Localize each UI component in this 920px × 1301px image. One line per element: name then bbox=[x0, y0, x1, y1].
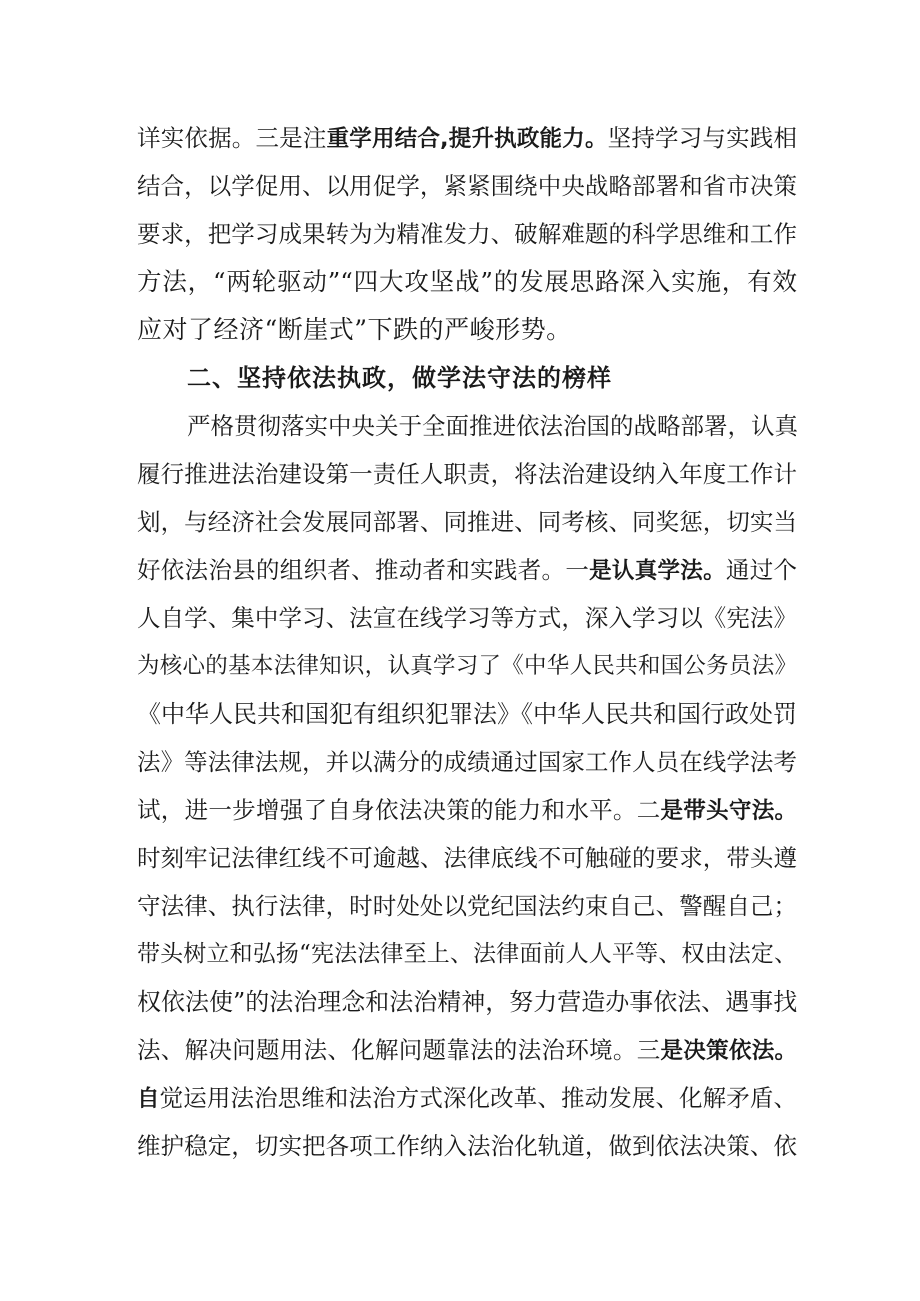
paragraph-line bbox=[137, 498, 797, 546]
paragraph-line bbox=[137, 978, 797, 1026]
paragraph-line bbox=[137, 786, 797, 834]
text-run: 守法律、执行法律，时时处处以党纪国法约束自己、警醒自己； bbox=[137, 892, 797, 920]
paragraph-line bbox=[137, 306, 797, 354]
text-run: 通过个 bbox=[725, 556, 797, 584]
bold-text-run: 重学用结合,提升执政能力。 bbox=[326, 126, 608, 152]
paragraph-line bbox=[137, 114, 797, 162]
paragraph-line bbox=[137, 738, 797, 786]
paragraph-line bbox=[137, 930, 797, 978]
bold-text-run: 是认真学法。 bbox=[589, 558, 726, 584]
text-run: 权依法使”的法治理念和法治精神，努力营造办事依法、遇事找 bbox=[137, 988, 798, 1016]
paragraph-line bbox=[137, 1074, 797, 1122]
text-run: 方法，“两轮驱动”“四大攻坚战”的发展思路深入实施，有效 bbox=[137, 267, 797, 296]
paragraph-line bbox=[137, 594, 797, 642]
text-run: 维护稳定，切实把各项工作纳入法治化轨道，做到依法决策、依 bbox=[137, 1132, 797, 1160]
text-run: 时刻牢记法律红线不可逾越、法律底线不可触碰的要求，带头遵 bbox=[137, 844, 797, 872]
text-run: 严格贯彻落实中央关于全面推进依法治国的战略部署，认真 bbox=[187, 412, 798, 440]
text-run: 划，与经济社会发展同部署、同推进、同考核、同奖惩，切实当 bbox=[137, 508, 797, 536]
text-run: 《中华人民共和国犯有组织犯罪法》《中华人民共和国行政处罚 bbox=[137, 700, 797, 728]
paragraph-line bbox=[137, 882, 797, 930]
paragraph-line bbox=[137, 1122, 797, 1170]
paragraph-line bbox=[137, 450, 797, 498]
paragraph-line bbox=[137, 210, 797, 258]
text-run: 法》等法律法规，并以满分的成绩通过国家工作人员在线学法考 bbox=[137, 748, 797, 776]
text-run: 为核心的基本法律知识，认真学习了《中华人民共和国公务员法》 bbox=[137, 653, 797, 679]
text-run: 坚持学习与实践相 bbox=[607, 124, 798, 152]
text-run: 应对了经济“断崖式”下跌的严峻形势。 bbox=[137, 315, 572, 344]
text-run: 履行推进法治建设第一责任人职责，将法治建设纳入年度工作计 bbox=[137, 460, 797, 488]
bold-text-run: 是决策依法。 bbox=[660, 1038, 797, 1064]
paragraph-line bbox=[137, 258, 797, 306]
text-run: 带头树立和弘扬“宪法法律至上、法律面前人人平等、权由法定、 bbox=[137, 941, 797, 967]
section-heading bbox=[187, 354, 612, 402]
text-run: 好依法治县的组织者、推动者和实践者。一 bbox=[137, 556, 590, 584]
paragraph-line bbox=[187, 402, 797, 450]
text-run: 人自学、集中学习、法宣在线学习等方式，深入学习以《宪法》 bbox=[137, 604, 797, 632]
paragraph-line bbox=[137, 546, 797, 594]
text-run: 法、解决问题用法、化解问题靠法的法治环境。三 bbox=[137, 1036, 661, 1064]
text-run: 试，进一步增强了自身依法决策的能力和水平。二 bbox=[137, 796, 661, 824]
text-run: 觉运用法治思维和法治方式深化改革、推动发展、化解矛盾、 bbox=[159, 1084, 797, 1112]
paragraph-line bbox=[137, 834, 797, 882]
text-run: 详实依据。三是注 bbox=[137, 124, 327, 152]
text-run: 结合，以学促用、以用促学，紧紧围绕中央战略部署和省市决策 bbox=[137, 172, 797, 200]
text-run: 要求，把学习成果转为为精准发力、破解难题的科学思维和工作 bbox=[137, 220, 797, 248]
heading-text: 二、坚持依法执政，做学法守法的榜样 bbox=[187, 364, 612, 392]
bold-text-run: 自 bbox=[137, 1086, 160, 1112]
paragraph-line bbox=[137, 162, 797, 210]
bold-text-run: 是带头守法。 bbox=[660, 798, 797, 824]
paragraph-line bbox=[137, 690, 797, 738]
paragraph-line bbox=[137, 1026, 797, 1074]
paragraph-line bbox=[137, 642, 797, 690]
